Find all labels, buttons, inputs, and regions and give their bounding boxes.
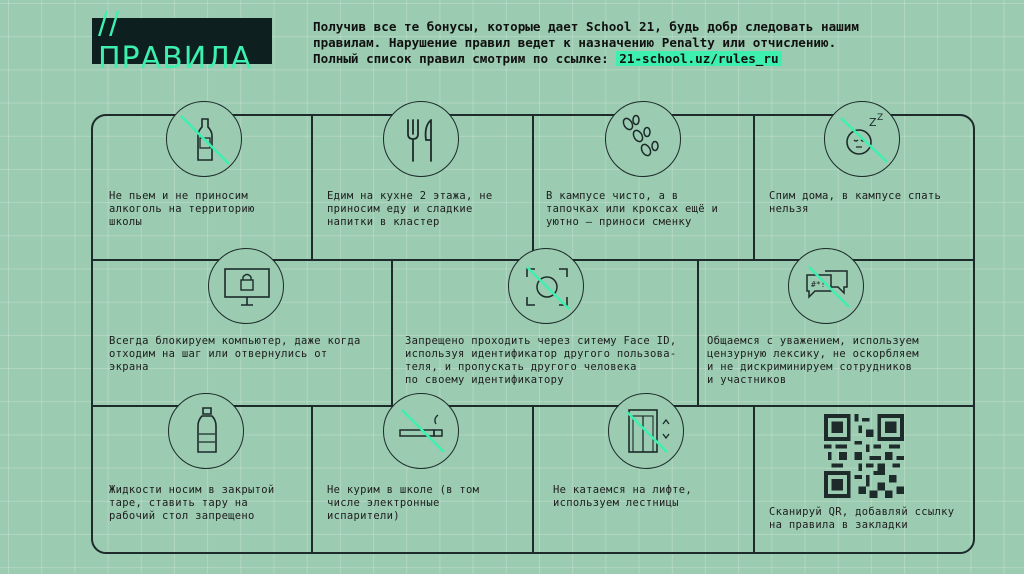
intro-line-3-text: Полный список правил смотрим по ссылке: <box>313 51 609 66</box>
rule-line: школы <box>109 216 143 228</box>
intro-text <box>313 19 1003 67</box>
rule-text-alcohol <box>109 190 255 229</box>
rule-line: по своему идентификатору <box>405 374 564 386</box>
no-sleep-icon <box>824 101 900 177</box>
rules-link[interactable]: 21-school.uz/rules_ru <box>616 51 781 66</box>
locked-computer-icon <box>208 248 284 324</box>
no-swearing-icon <box>788 248 864 324</box>
rule-line: Спим дома, в кампусе спать <box>769 190 942 202</box>
rule-text-lock <box>109 335 361 374</box>
rule-line: Жидкости носим в закрытой <box>109 484 275 496</box>
rule-line: таре, ставить тару на <box>109 497 249 509</box>
qr-caption-line: Сканируй QR, добавляй ссылку <box>769 506 955 518</box>
rule-line: экрана <box>109 361 149 373</box>
svg-text:#*!: #*! <box>811 280 826 289</box>
no-alcohol-icon <box>166 101 242 177</box>
rule-text-smoking <box>327 484 479 523</box>
rule-text-elevator <box>553 484 692 510</box>
rule-line: алкоголь на территорию <box>109 203 255 215</box>
rule-line: В кампусе чисто, а в <box>546 190 679 202</box>
rule-line: приносим еду и сладкие <box>327 203 473 215</box>
rule-text-bottle <box>109 484 275 523</box>
page-title: //ПРАВИЛА <box>92 18 272 64</box>
rule-line: и участников <box>707 374 787 386</box>
rule-line: Общаемся с уважением, используем <box>707 335 919 347</box>
rule-line: Не пьем и не приносим <box>109 190 249 202</box>
rule-line: Не курим в школе (в том <box>327 484 480 496</box>
rule-line: тапочках или кроксах ещё и <box>546 203 719 215</box>
rule-text-clean <box>546 190 718 229</box>
rule-line: отходим на шаг или отвернулись от <box>109 348 328 360</box>
rule-line: Запрещено проходить через ситему Face ID, <box>405 335 677 347</box>
rule-line: и не дискриминируем сотрудников <box>707 361 913 373</box>
no-smoking-icon <box>383 393 459 469</box>
rule-line: числе электронные <box>327 497 440 509</box>
rule-line: цензурную лексику, не оскорбляем <box>707 348 919 360</box>
footprints-icon <box>605 101 681 177</box>
svg-text:Z: Z <box>869 116 877 129</box>
intro-line-3 <box>313 51 1003 67</box>
rule-line: уютно – приноси сменку <box>546 216 692 228</box>
rule-line: Всегда блокируем компьютер, даже когда <box>109 335 361 347</box>
rule-line: рабочий стол запрещено <box>109 510 255 522</box>
no-elevator-icon <box>608 393 684 469</box>
rule-line: теля, и пропускать другого человека <box>405 361 637 373</box>
qr-caption <box>769 506 954 532</box>
rule-line: нельзя <box>769 203 809 215</box>
rule-text-respect <box>707 335 919 387</box>
rules-grid <box>91 114 975 554</box>
rule-line: напитки в кластер <box>327 216 440 228</box>
fork-knife-icon <box>383 101 459 177</box>
no-face-id-icon <box>508 248 584 324</box>
intro-line-1: Получив все те бонусы, которые дает School 21, будь добр следовать нашим <box>313 19 859 34</box>
intro-line-2: правилам. Нарушение правил ведет к назначению Penalty или отчислению. <box>313 35 837 50</box>
svg-text:Z: Z <box>877 113 884 123</box>
rule-line: используя идентификатор другого пользова- <box>405 348 677 360</box>
bottle-icon <box>168 393 244 469</box>
rule-text-sleep <box>769 190 941 216</box>
rule-text-food <box>327 190 493 229</box>
rule-line: Не катаемся на лифте, <box>553 484 693 496</box>
qr-code-icon[interactable] <box>824 414 904 498</box>
rule-line: Едим на кухне 2 этажа, не <box>327 190 493 202</box>
rule-line: испарители) <box>327 510 400 522</box>
qr-caption-line: на правила в закладки <box>769 519 909 531</box>
rule-text-faceid <box>405 335 676 387</box>
rule-line: используем лестницы <box>553 497 679 509</box>
